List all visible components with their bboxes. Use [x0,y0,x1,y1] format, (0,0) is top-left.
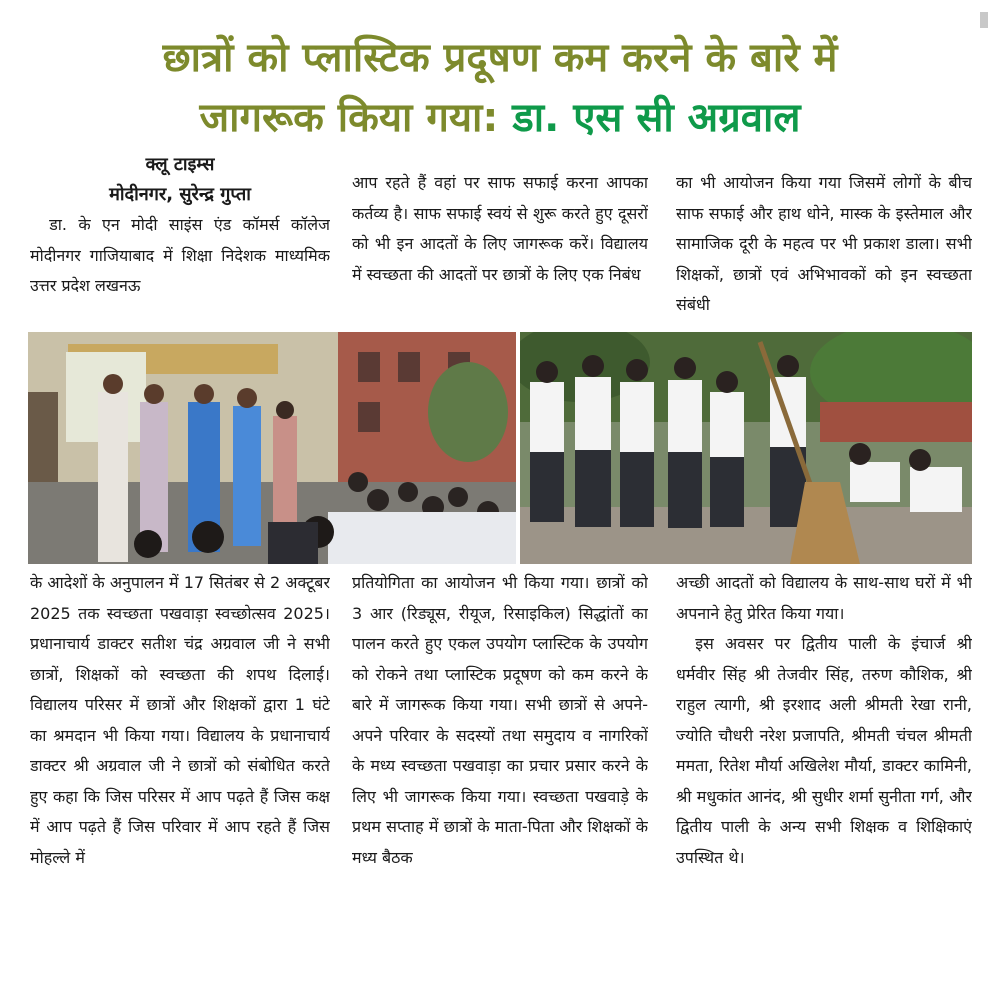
column-1-top [30,150,330,330]
column-2-bottom [352,568,648,978]
photo-oath-ceremony [28,332,516,564]
headline-line-2 [20,88,980,148]
article-text-col2-top: आप रहते हैं वहां पर साफ सफाई करना आपका कर्तव्य है। साफ सफाई स्वयं से शुरू करते हुए दूसरों को भी इन आदतों के लिए जागरूक करें। विद्यालय में स्वच्छता की आदतों पर छात्रों के लिए एक निबंध [352,173,648,284]
column-2-top [352,168,648,330]
headline [20,28,980,148]
article-text-col2-bottom: प्रतियोगिता का आयोजन भी किया गया। छात्रों को 3 आर (रिड्यूस, रीयूज, रिसाइकिल) सिद्धांतों का पालन करते हुए एकल उपयोग प्लास्टिक के उपयोग को रोकने तथा प्लास्टिक प्रदूषण को कम करने के बारे में जागरूक किया गया। सभी छात्रों से अपने-अपने परिवार के सदस्यों तथा समुदाय व नागरिकों के मध्य स्वच्छता पखवाड़ा का प्रचार प्रसार करने के लिए भी जागरूक किया गया। स्वच्छता पखवाड़े के प्रथम सप्ताह में छात्रों के माता-पिता और शिक्षकों के मध्य बैठक [352,573,648,867]
column-1-bottom [30,568,330,978]
article-text-col3-bottom-p1: अच्छी आदतों को विद्यालय के साथ-साथ घरों में भी अपनाने हेतु प्रेरित किया गया। [676,573,972,623]
corner-scroll-mark [980,12,988,28]
column-3-bottom [676,568,972,978]
reporter-line: मोदीनगर, सुरेन्द्र गुप्ता [109,184,251,205]
source-name: क्लू टाइम्स [145,154,215,175]
article-text-col1-top: डा. के एन मोदी साइंस एंड कॉमर्स कॉलेज मोदीनगर गाजियाबाद में शिक्षा निदेशक माध्यमिक उत्तर प्रदेश लखनऊ [30,215,330,295]
headline-line-1: छात्रों को प्लास्टिक प्रदूषण कम करने के बारे में [162,35,838,81]
article-text-col3-bottom-p2: इस अवसर पर द्वितीय पाली के इंचार्ज श्री धर्मवीर सिंह श्री तेजवीर सिंह, तरुण कौशिक, श्री राहुल त्यागी, श्री इरशाद अली श्रीमती रेखा रानी, ज्योति चौधरी नरेश प्रजापति, श्रीमती चंचल श्रीमती ममता, रितेश मौर्या अखिलेश मौर्या, डाक्टर कामिनी, श्री मधुकांत आनंद, श्री सुधीर शर्मा सुनीता गर्ग, और द्वितीय पाली के अन्य सभी शिक्षक व शिक्षिकाएं उपस्थित थे। [676,634,972,867]
headline-line-2-part-2: डा. एस सी अग्रवाल [512,95,801,141]
photo-cleaning-campaign [520,332,972,564]
column-3-top [676,168,972,330]
headline-line-2-part-1: जागरूक किया गया: [199,95,499,141]
article-text-col3-top: का भी आयोजन किया गया जिसमें लोगों के बीच साफ सफाई और हाथ धोने, मास्क के इस्तेमाल और सामाजिक दूरी के महत्व पर भी प्रकाश डाला। सभी शिक्षकों, छात्रों एवं अभिभावकों को इन स्वच्छता संबंधी [676,173,972,314]
article-text-col1-bottom: के आदेशों के अनुपालन में 17 सितंबर से 2 अक्टूबर 2025 तक स्वच्छता पखवाड़ा स्वच्छोत्सव 2025। प्रधानाचार्य डाक्टर सतीश चंद्र अग्रवाल जी ने सभी छात्रों, शिक्षकों को स्वच्छता की शपथ दिलाई। विद्यालय परिसर में छात्रों और शिक्षकों द्वारा 1 घंटे का श्रमदान भी किया गया। विद्यालय के प्रधानाचार्य डाक्टर श्री अग्रवाल जी ने छात्रों को संबोधित करते हुए कहा कि जिस परिसर में आप पढ़ते हैं जिस कक्ष में आप पढ़ते हैं जिस परिवार में आप रहते हैं जिस मोहल्ले में [30,573,330,867]
